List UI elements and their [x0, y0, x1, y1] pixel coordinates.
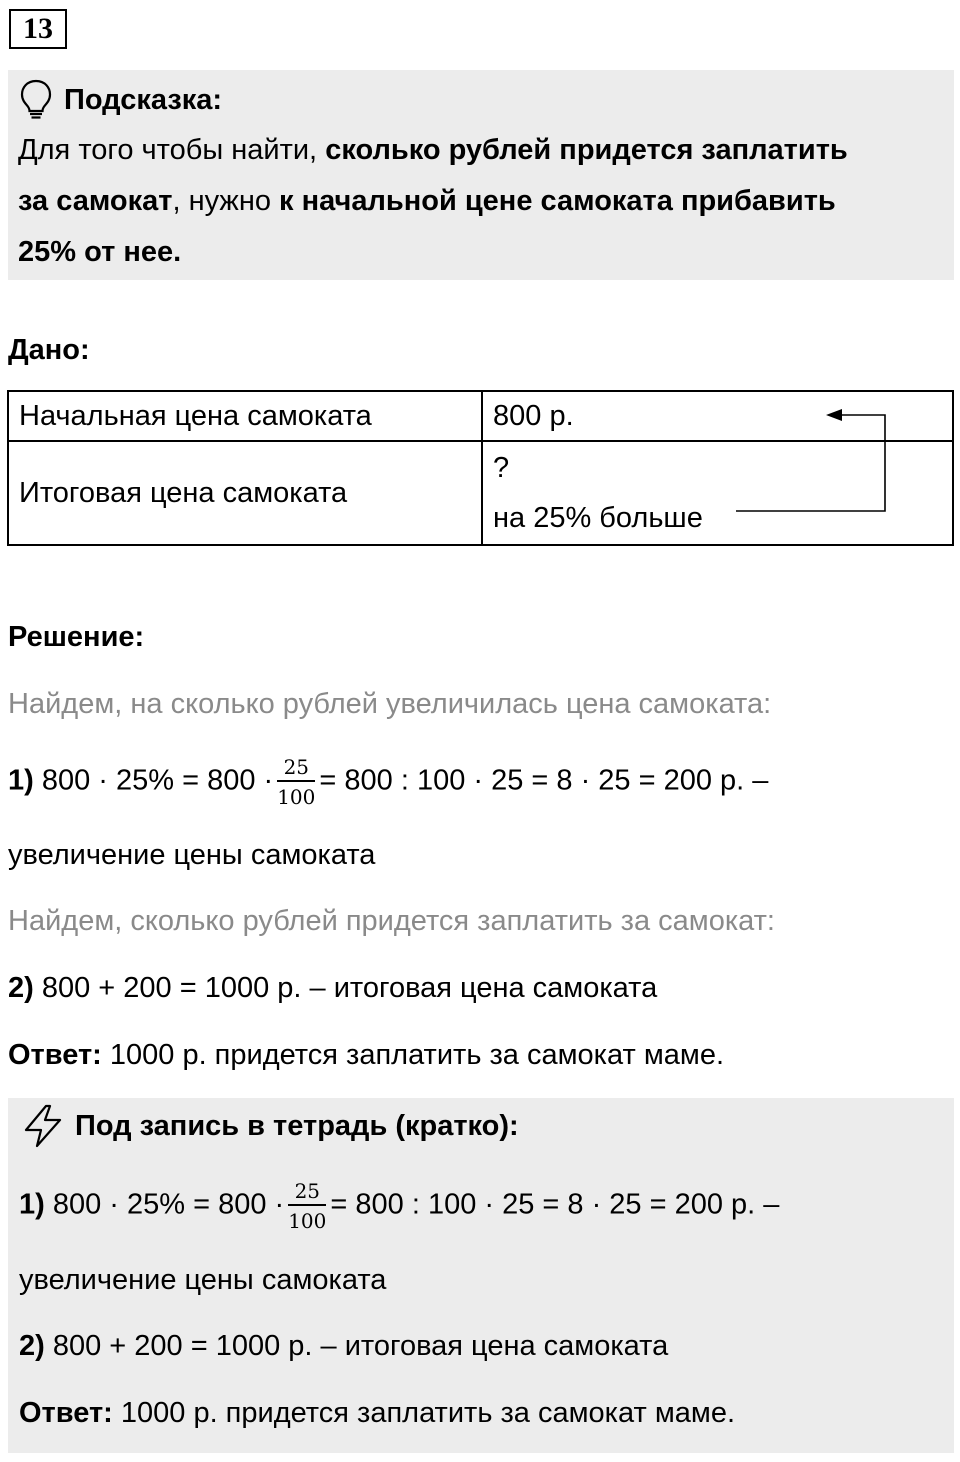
lightning-icon	[20, 1103, 66, 1149]
answer-label: Ответ:	[19, 1397, 113, 1429]
answer-label: Ответ:	[8, 1039, 102, 1071]
step-text: 800 · 25% = 800 ·	[44, 1188, 285, 1221]
hint-emphasis: за самокат	[18, 185, 173, 217]
step-text: = 800 : 100 · 25 = 8 · 25 = 200 р. –	[319, 764, 769, 797]
fraction-numerator: 25	[288, 1180, 326, 1206]
step-text: 800 + 200 = 1000 р. – итоговая цена самоката	[44, 1330, 669, 1362]
fraction-denominator: 100	[277, 785, 316, 809]
given-label: Начальная цена самоката	[8, 391, 482, 441]
solution-comment: Найдем, на сколько рублей увеличилась цена самоката:	[8, 688, 772, 720]
hint-text-line-2	[18, 181, 836, 221]
given-value: ?	[493, 452, 510, 484]
given-heading: Дано:	[8, 334, 90, 366]
solution-comment: Найдем, сколько рублей придется заплатить за самокат:	[8, 905, 775, 937]
fraction-numerator: 25	[277, 756, 315, 782]
notebook-step-1	[19, 1180, 779, 1232]
step-text: = 800 : 100 · 25 = 8 · 25 = 200 р. –	[330, 1188, 780, 1221]
fraction-denominator: 100	[288, 1209, 327, 1233]
step-number: 1)	[8, 764, 34, 797]
fraction	[288, 1180, 326, 1232]
given-value: 800 р.	[482, 391, 953, 441]
hint-emphasis: сколько рублей придется заплатить	[325, 134, 848, 166]
step-number: 1)	[19, 1188, 45, 1221]
task-number: 13	[9, 9, 67, 49]
answer	[8, 1035, 724, 1075]
step-2	[8, 968, 657, 1008]
step-text: 800 + 200 = 1000 р. – итоговая цена самоката	[33, 972, 658, 1004]
notebook-title: Под запись в тетрадь (кратко):	[75, 1110, 519, 1142]
fraction	[277, 756, 315, 808]
notebook-step-2	[19, 1326, 668, 1366]
notebook-answer	[19, 1393, 735, 1433]
step-number: 2)	[19, 1330, 45, 1362]
hint-emphasis: к начальной цене самоката прибавить	[279, 185, 836, 217]
answer-text: 1000 р. придется заплатить за самокат маме.	[112, 1397, 736, 1429]
solution-heading: Решение:	[8, 621, 145, 653]
step-1	[8, 756, 768, 808]
lightbulb-icon	[18, 78, 54, 120]
hint-text-line-1	[18, 130, 848, 170]
relation-arrow	[720, 400, 900, 520]
hint-title: Подсказка:	[64, 84, 223, 116]
step-1-continued: увеличение цены самоката	[8, 839, 376, 871]
hint-text: , нужно	[172, 185, 280, 217]
step-text: 800 · 25% = 800 ·	[33, 764, 274, 797]
given-label: Итоговая цена самоката	[8, 441, 482, 545]
given-value-note: на 25% больше	[493, 502, 703, 534]
answer-text: 1000 р. придется заплатить за самокат маме.	[101, 1039, 725, 1071]
step-number: 2)	[8, 972, 34, 1004]
notebook-step-1-continued: увеличение цены самоката	[19, 1264, 387, 1296]
hint-text-line-3: 25% от нее.	[18, 236, 182, 268]
hint-text: Для того чтобы найти,	[18, 134, 326, 166]
